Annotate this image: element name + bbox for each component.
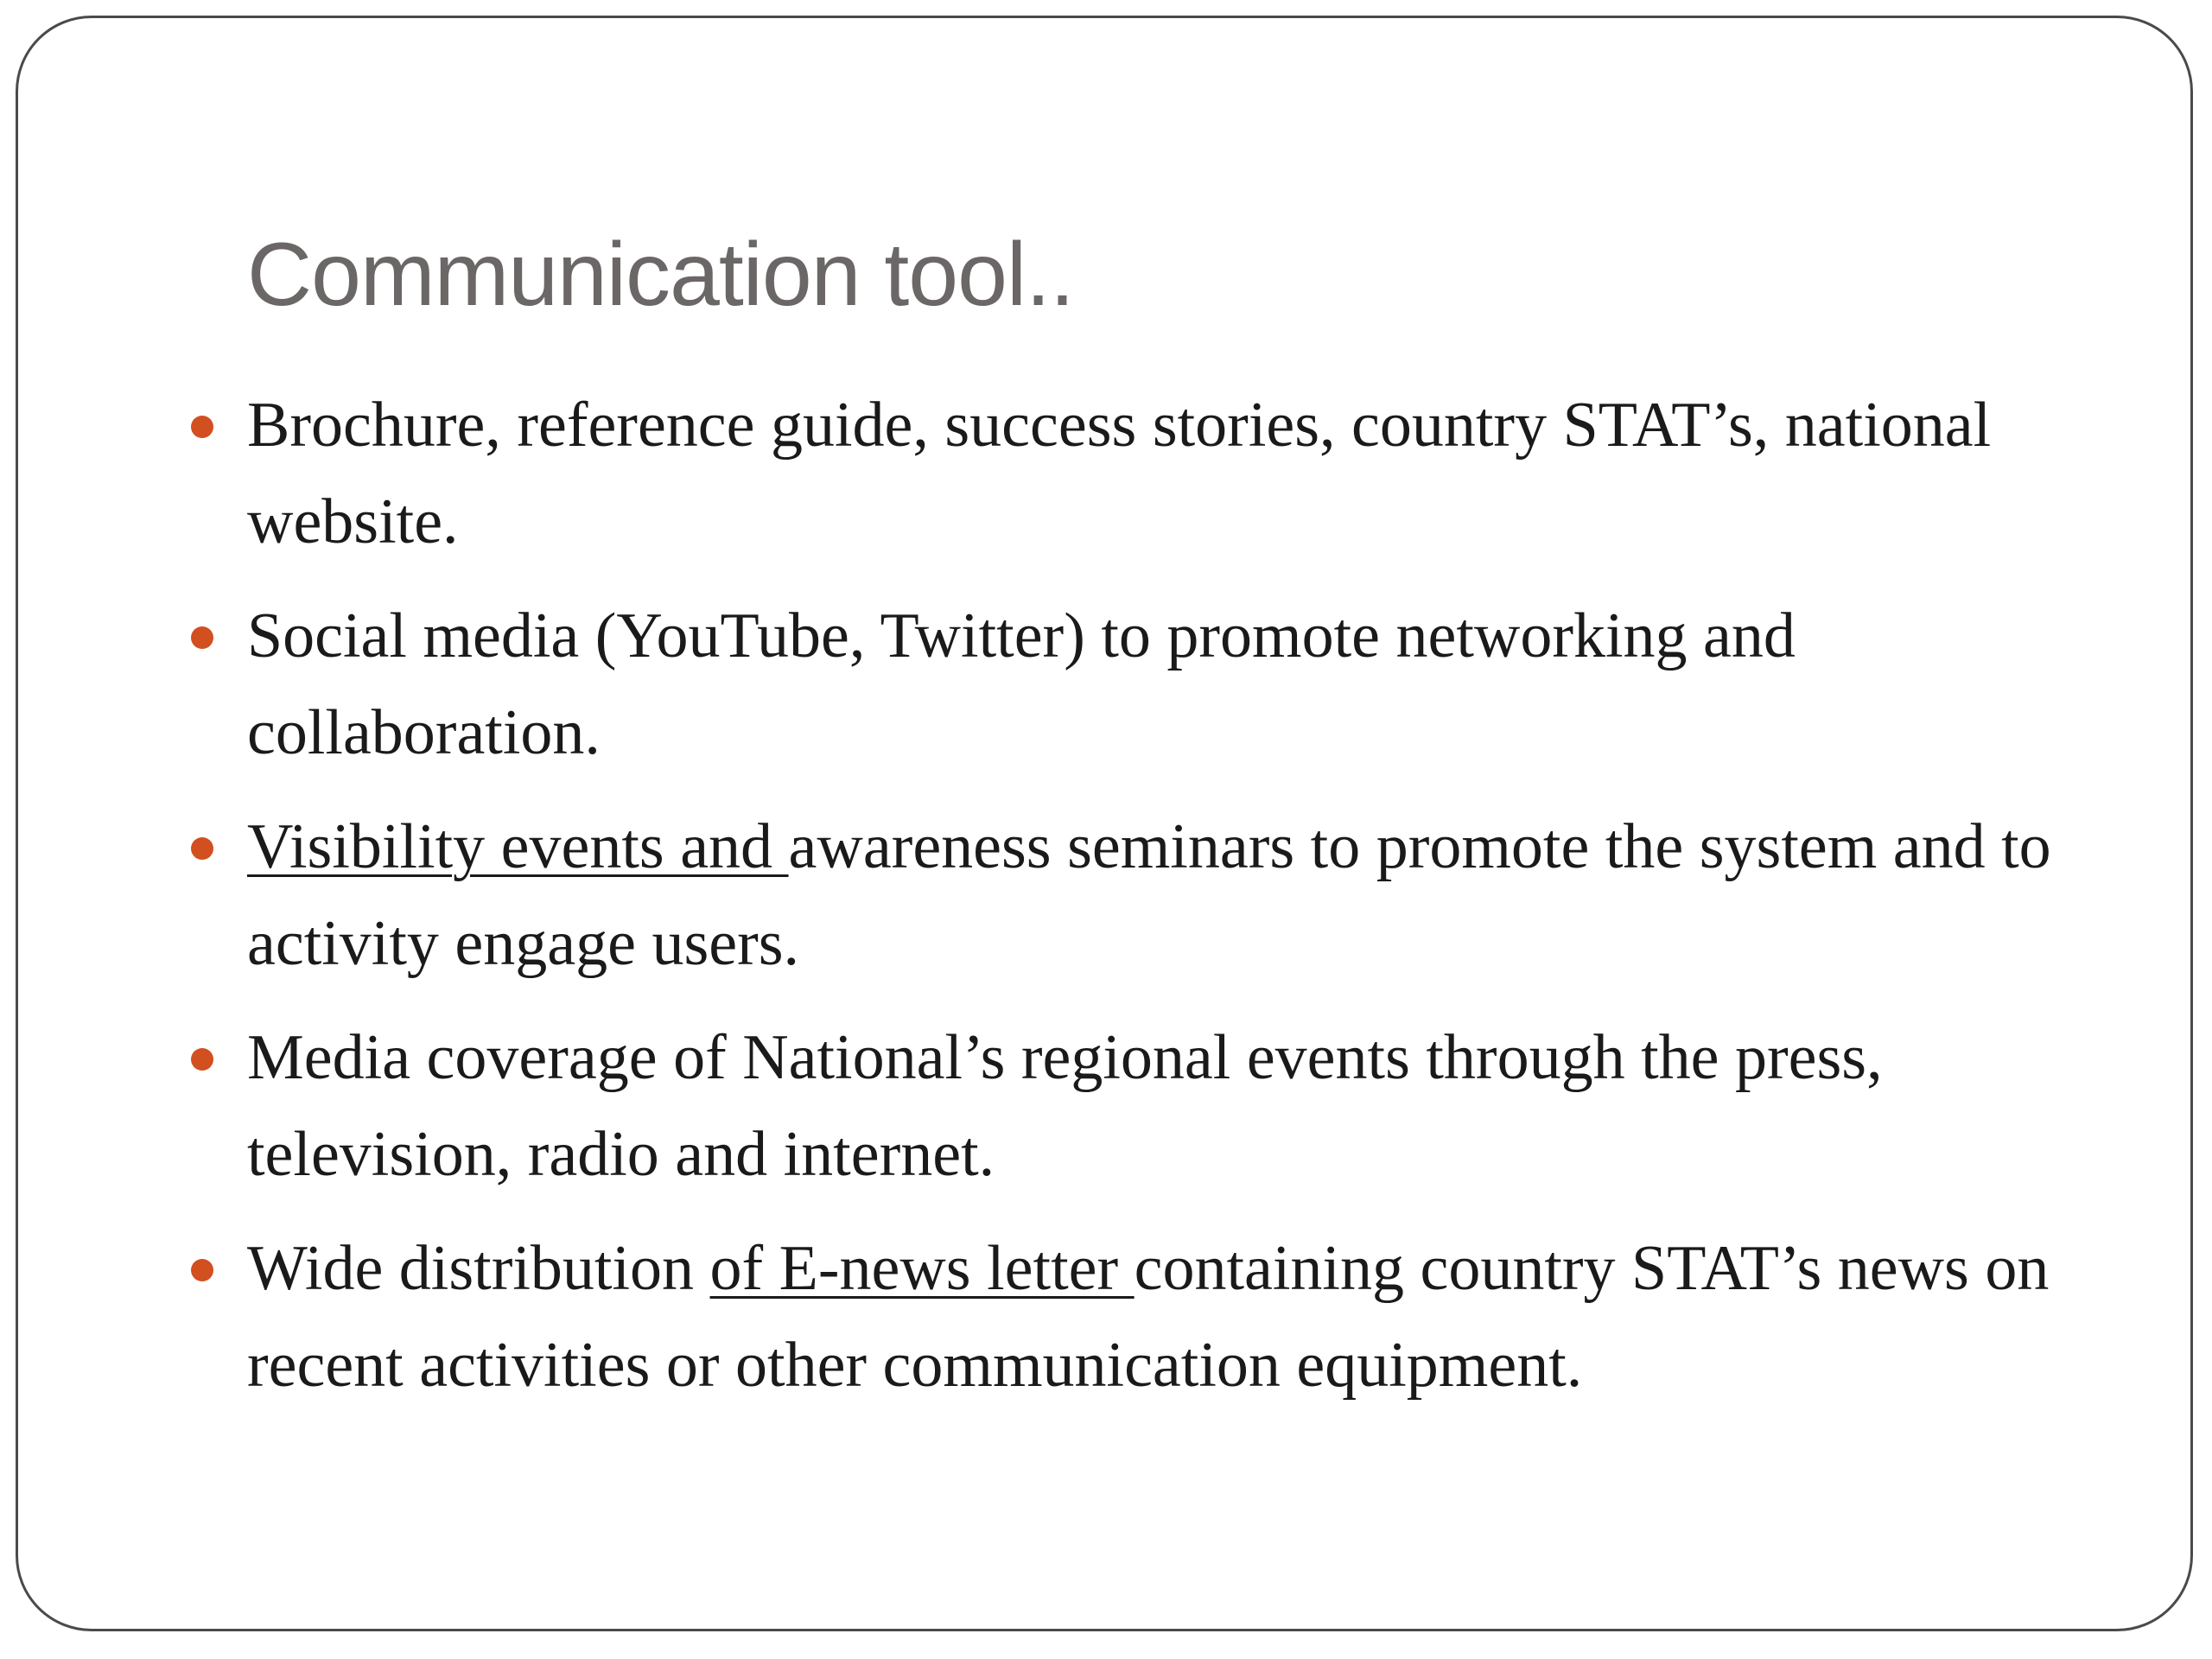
bullet-dot-icon <box>191 626 213 649</box>
slide-title: Communication tool.. <box>247 225 1074 325</box>
bullet-item <box>247 1220 2105 1414</box>
bullet-text: Brochure, reference guide, success stories, country STAT’s, national website. <box>247 390 1992 557</box>
bullet-text: Wide distribution <box>247 1233 710 1304</box>
bullet-text-underlined: Visibility events and <box>247 811 789 882</box>
bullet-list <box>247 377 2105 1431</box>
bullet-text-underlined: of E-news letter <box>709 1233 1135 1304</box>
bullet-dot-icon <box>191 837 213 860</box>
bullet-dot-icon <box>191 1048 213 1071</box>
bullet-item <box>247 377 2105 570</box>
bullet-text: Social media (YouTube, Twitter) to promote networking and collaboration. <box>247 601 1796 768</box>
slide-frame <box>16 16 2193 1631</box>
bullet-dot-icon <box>191 1259 213 1281</box>
bullet-dot-icon <box>191 416 213 438</box>
bullet-item <box>247 588 2105 781</box>
bullet-item <box>247 1009 2105 1203</box>
bullet-text: Media coverage of National’s regional events through the press, television, radio and internet. <box>247 1022 1883 1190</box>
bullet-text: awareness seminars to promote the system and to activity engage users. <box>247 811 2051 979</box>
bullet-text: containing country STAT’s news on recent activities or other communication equipment. <box>247 1233 2050 1401</box>
bullet-item <box>247 798 2105 992</box>
